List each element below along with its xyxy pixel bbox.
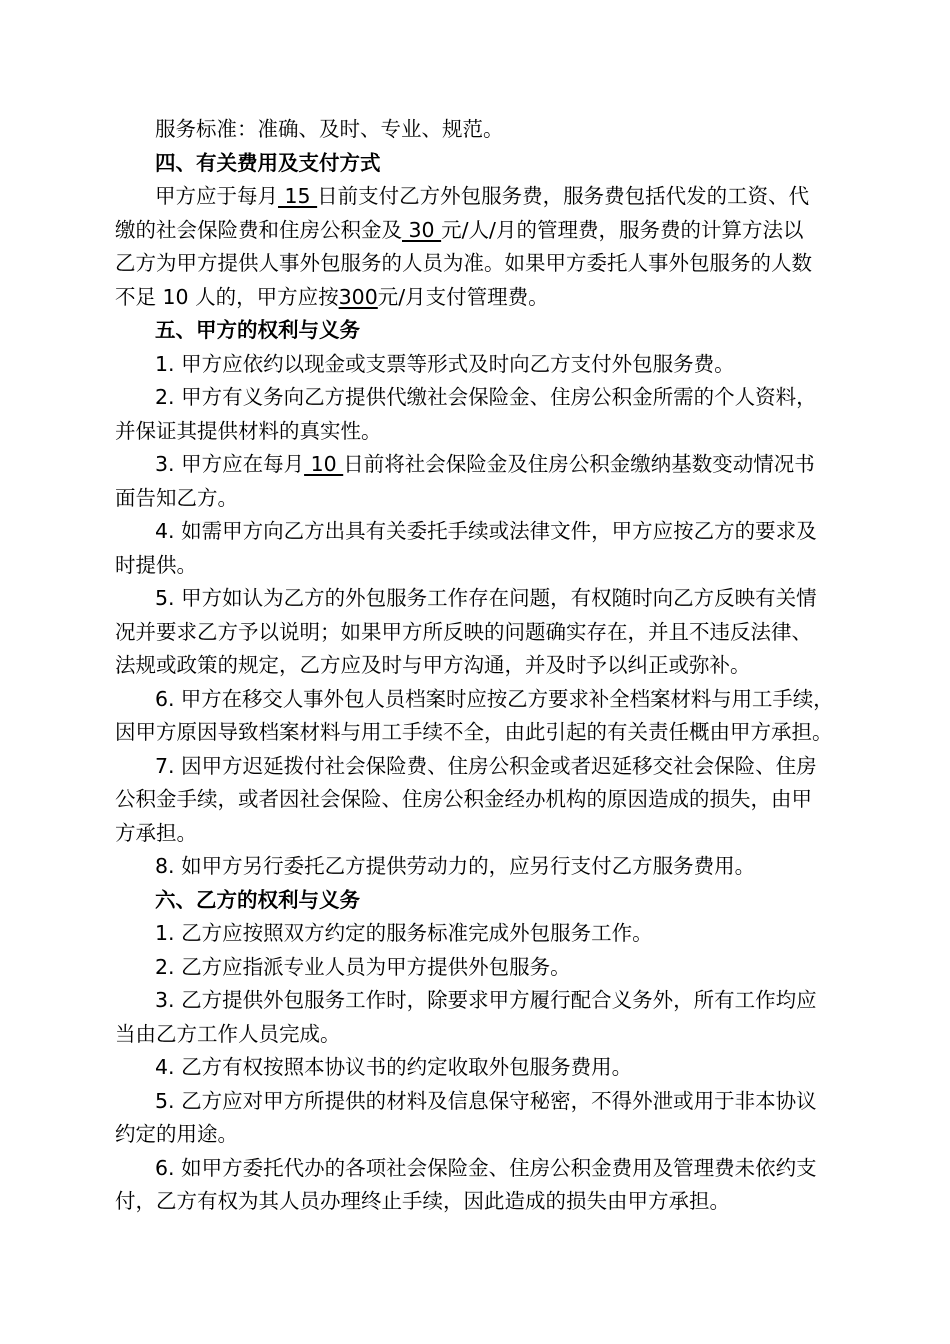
- section-5-item-3-line-2: 面告知乙方。: [115, 485, 238, 510]
- section-4-paragraph-line-3: 乙方为甲方提供人事外包服务的人员为准。如果甲方委托人事外包服务的人数: [115, 251, 812, 275]
- section-6-item-3-line-2: 当由乙方工作人员完成。: [115, 1021, 341, 1046]
- section-6-item-5-line-1: 5. 乙方应对甲方所提供的材料及信息保守秘密，不得外泄或用于非本协议: [155, 1088, 817, 1113]
- section-5-item-1: 1. 甲方应依约以现金或支票等形式及时向乙方支付外包服务费。: [155, 351, 735, 376]
- section-5-item-7-line-1: 7. 因甲方迟延拨付社会保险费、住房公积金或者迟延移交社会保险、住房: [155, 753, 817, 778]
- minimum-fee: 300: [338, 284, 378, 309]
- section-5-item-2-line-2: 并保证其提供材料的真实性。: [115, 418, 382, 443]
- service-standard: 服务标准：准确、及时、专业、规范。: [155, 117, 504, 141]
- section-6-item-2: 2. 乙方应指派专业人员为甲方提供外包服务。: [155, 954, 571, 979]
- section-6-item-1: 1. 乙方应按照双方约定的服务标准完成外包服务工作。: [155, 921, 653, 945]
- section-4-paragraph-line-2: 缴的社会保险费和住房公积金及 30 元/人/月的管理费，服务费的计算方法以: [115, 217, 804, 242]
- section-4-paragraph-line-4: 不足 10 人的，甲方应按300元/月支付管理费。: [115, 284, 549, 309]
- section-4-heading: 四、有关费用及支付方式: [155, 150, 381, 175]
- management-fee: 30: [402, 217, 442, 242]
- section-5-item-3-line-1: 3. 甲方应在每月 10 日前将社会保险金及住房公积金缴纳基数变动情况书: [155, 452, 815, 476]
- section-5-item-4-line-1: 4. 如需甲方向乙方出具有关委托手续或法律文件，甲方应按乙方的要求及: [155, 519, 817, 543]
- section-5-item-8: 8. 如甲方另行委托乙方提供劳动力的，应另行支付乙方服务费用。: [155, 854, 756, 878]
- section-6-item-3-line-1: 3. 乙方提供外包服务工作时，除要求甲方履行配合义务外，所有工作均应: [155, 988, 817, 1012]
- section-6-item-6-line-1: 6. 如甲方委托代办的各项社会保险金、住房公积金费用及管理费未依约支: [155, 1155, 817, 1180]
- section-4-paragraph-line-1: 甲方应于每月 15 日前支付乙方外包服务费，服务费包括代发的工资、代: [155, 184, 810, 208]
- payment-day: 15: [278, 184, 318, 208]
- section-5-item-5-line-1: 5. 甲方如认为乙方的外包服务工作存在问题，有权随时向乙方反映有关情: [155, 586, 817, 610]
- section-5-item-6-line-2: 因甲方原因导致档案材料与用工手续不全，由此引起的有关责任概由甲方承担。: [115, 720, 833, 744]
- section-6-heading: 六、乙方的权利与义务: [155, 887, 360, 912]
- section-5-item-5-line-3: 法规或政策的规定，乙方应及时与甲方沟通，并及时予以纠正或弥补。: [115, 653, 751, 677]
- section-5-item-7-line-3: 方承担。: [115, 820, 197, 845]
- section-6-item-6-line-2: 付，乙方有权为其人员办理终止手续，因此造成的损失由甲方承担。: [115, 1189, 730, 1213]
- section-5-item-2-line-1: 2. 甲方有义务向乙方提供代缴社会保险金、住房公积金所需的个人资料，: [155, 385, 817, 409]
- section-5-item-4-line-2: 时提供。: [115, 552, 197, 577]
- section-5-heading: 五、甲方的权利与义务: [155, 318, 360, 342]
- document-body: [115, 113, 835, 1219]
- section-6-item-5-line-2: 约定的用途。: [115, 1122, 238, 1146]
- report-day: 10: [304, 452, 344, 476]
- section-5-item-6-line-1: 6. 甲方在移交人事外包人员档案时应按乙方要求补全档案材料与用工手续，: [155, 686, 834, 711]
- section-5-item-7-line-2: 公积金手续，或者因社会保险、住房公积金经办机构的原因造成的损失，由甲: [115, 787, 812, 811]
- section-6-item-4: 4. 乙方有权按照本协议书的约定收取外包服务费用。: [155, 1055, 633, 1079]
- section-5-item-5-line-2: 况并要求乙方予以说明；如果甲方所反映的问题确实存在，并且不违反法律、: [115, 619, 812, 644]
